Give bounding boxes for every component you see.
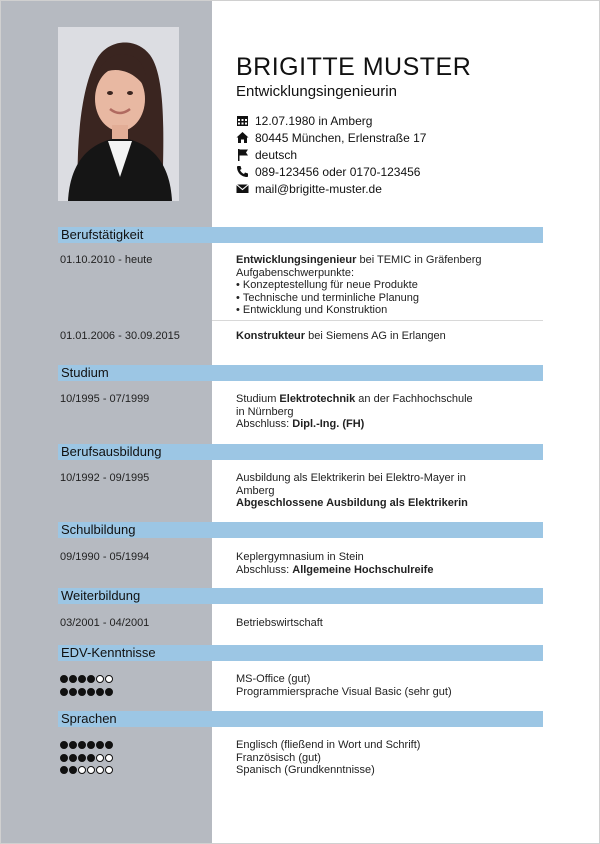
text-bold: Dipl.-Ing. (FH) <box>292 418 365 431</box>
skill-text: Programmiersprache Visual Basic (sehr gut) <box>236 685 452 698</box>
section-heading-weiterbildung: Weiterbildung <box>58 588 543 604</box>
text-fragment: Studium <box>236 393 280 405</box>
entry-date: 10/1992 - 09/1995 <box>60 472 150 484</box>
rating-dot-filled <box>69 741 77 749</box>
entry-description <box>236 617 536 630</box>
rating-dot-filled <box>60 741 68 749</box>
entry-employer: bei Siemens AG in Erlangen <box>305 330 446 342</box>
text-fragment: an der Fachhochschule <box>355 393 473 405</box>
entry-description <box>236 472 536 510</box>
text-line: Keplergymnasium in Stein <box>236 551 364 563</box>
rating-dot-empty <box>87 766 95 774</box>
skill-rating <box>60 752 114 765</box>
contact-birth-text: 12.07.1980 in Amberg <box>255 113 373 128</box>
contact-phone <box>236 163 426 180</box>
contact-address <box>236 129 426 146</box>
section-heading-berufsausbildung: Berufsausbildung <box>58 444 543 460</box>
calendar-icon <box>236 114 249 127</box>
skill-rating <box>60 686 114 699</box>
entry-role-line <box>236 254 536 267</box>
entry-role: Entwicklungsingenieur <box>236 254 357 266</box>
bullet-item: • Entwicklung und Konstruktion <box>236 304 388 317</box>
rating-dot-filled <box>78 675 86 683</box>
edv-list <box>236 673 536 698</box>
rating-dot-empty <box>105 754 113 762</box>
rating-dot-empty <box>105 675 113 683</box>
rating-dot-empty <box>96 675 104 683</box>
contact-address-text: 80445 München, Erlenstraße 17 <box>255 130 427 145</box>
rating-dot-filled <box>105 741 113 749</box>
entry-date: 10/1995 - 07/1999 <box>60 393 150 405</box>
divider <box>212 320 543 321</box>
entry-description <box>236 393 536 431</box>
entry-date: 09/1990 - 05/1994 <box>60 551 150 563</box>
language-list <box>236 739 536 777</box>
rating-dot-filled <box>87 675 95 683</box>
home-icon <box>236 131 249 144</box>
section-heading-sprachen: Sprachen <box>58 711 543 727</box>
rating-dot-filled <box>78 741 86 749</box>
language-ratings <box>60 739 114 777</box>
contact-birth <box>236 112 426 129</box>
text-fragment: Abschluss: <box>236 563 293 576</box>
entry-description <box>236 330 536 343</box>
entry-date: 01.10.2010 - heute <box>60 254 153 266</box>
entry-description <box>236 551 536 576</box>
skill-text: MS-Office (gut) <box>236 673 311 685</box>
contact-nationality <box>236 146 426 163</box>
rating-dot-filled <box>87 741 95 749</box>
text-fragment: Abschluss: <box>236 418 293 431</box>
rating-dot-filled <box>60 754 68 762</box>
envelope-icon <box>236 182 249 195</box>
language-text: Spanisch (Grundkenntnisse) <box>236 764 375 777</box>
section-heading-berufstaetigkeit: Berufstätigkeit <box>58 227 543 243</box>
rating-dot-filled <box>96 688 104 696</box>
portrait-image <box>58 27 179 201</box>
text-bold: Allgemeine Hochschulreife <box>292 563 434 576</box>
language-text: Französisch (gut) <box>236 751 321 764</box>
rating-dot-filled <box>87 688 95 696</box>
rating-dot-filled <box>69 754 77 762</box>
rating-dot-filled <box>60 675 68 683</box>
text-line: Amberg <box>236 484 275 497</box>
rating-dot-filled <box>96 741 104 749</box>
rating-dot-filled <box>69 766 77 774</box>
header <box>236 52 471 100</box>
rating-dot-filled <box>78 754 86 762</box>
skill-rating <box>60 764 114 777</box>
contact-list <box>236 112 426 197</box>
rating-dot-filled <box>69 675 77 683</box>
bullet-text: Technische und terminliche Planung <box>242 291 420 304</box>
rating-dot-filled <box>78 688 86 696</box>
job-title: Entwicklungsingenieurin <box>236 83 397 100</box>
entry-description <box>236 254 536 317</box>
rating-dot-empty <box>105 766 113 774</box>
bullet-item: • Technische und terminliche Planung <box>236 291 420 304</box>
contact-email <box>236 180 426 197</box>
rating-dot-filled <box>87 754 95 762</box>
text-line: in Nürnberg <box>236 405 294 418</box>
profile-photo <box>58 27 179 201</box>
text-line: Betriebswirtschaft <box>236 617 323 629</box>
edv-ratings <box>60 673 114 698</box>
language-text: Englisch (fließend in Wort und Schrift) <box>236 739 421 751</box>
text-bold: Elektrotechnik <box>279 393 356 405</box>
person-name: BRIGITTE MUSTER <box>236 53 472 81</box>
contact-email-text: mail@brigitte-muster.de <box>255 181 382 196</box>
contact-phone-text: 089-123456 oder 0170-123456 <box>255 164 421 179</box>
skill-rating <box>60 739 114 752</box>
rating-dot-filled <box>105 688 113 696</box>
rating-dot-filled <box>60 688 68 696</box>
text-bold: Abgeschlossene Ausbildung als Elektrikerin <box>236 497 468 510</box>
flag-icon <box>236 148 249 161</box>
text-line: Ausbildung als Elektrikerin bei Elektro-Mayer in <box>236 472 466 484</box>
bullet-item: • Konzeptestellung für neue Produkte <box>236 279 418 292</box>
entry-role: Konstrukteur <box>236 330 306 342</box>
rating-dot-filled <box>60 766 68 774</box>
section-heading-schulbildung: Schulbildung <box>58 522 543 538</box>
entry-date: 01.01.2006 - 30.09.2015 <box>60 330 180 342</box>
rating-dot-empty <box>78 766 86 774</box>
rating-dot-empty <box>96 766 104 774</box>
entry-subheading: Aufgabenschwerpunkte: <box>236 266 355 279</box>
section-heading-edv: EDV-Kenntnisse <box>58 645 543 661</box>
phone-icon <box>236 165 249 178</box>
bullet-text: Entwicklung und Konstruktion <box>242 304 388 317</box>
rating-dot-empty <box>96 754 104 762</box>
bullet-text: Konzeptestellung für neue Produkte <box>242 279 418 292</box>
contact-nationality-text: deutsch <box>255 147 298 162</box>
section-heading-studium: Studium <box>58 365 543 381</box>
rating-dot-filled <box>69 688 77 696</box>
entry-date: 03/2001 - 04/2001 <box>60 617 150 629</box>
skill-rating <box>60 673 114 686</box>
entry-employer: bei TEMIC in Gräfenberg <box>356 254 482 266</box>
